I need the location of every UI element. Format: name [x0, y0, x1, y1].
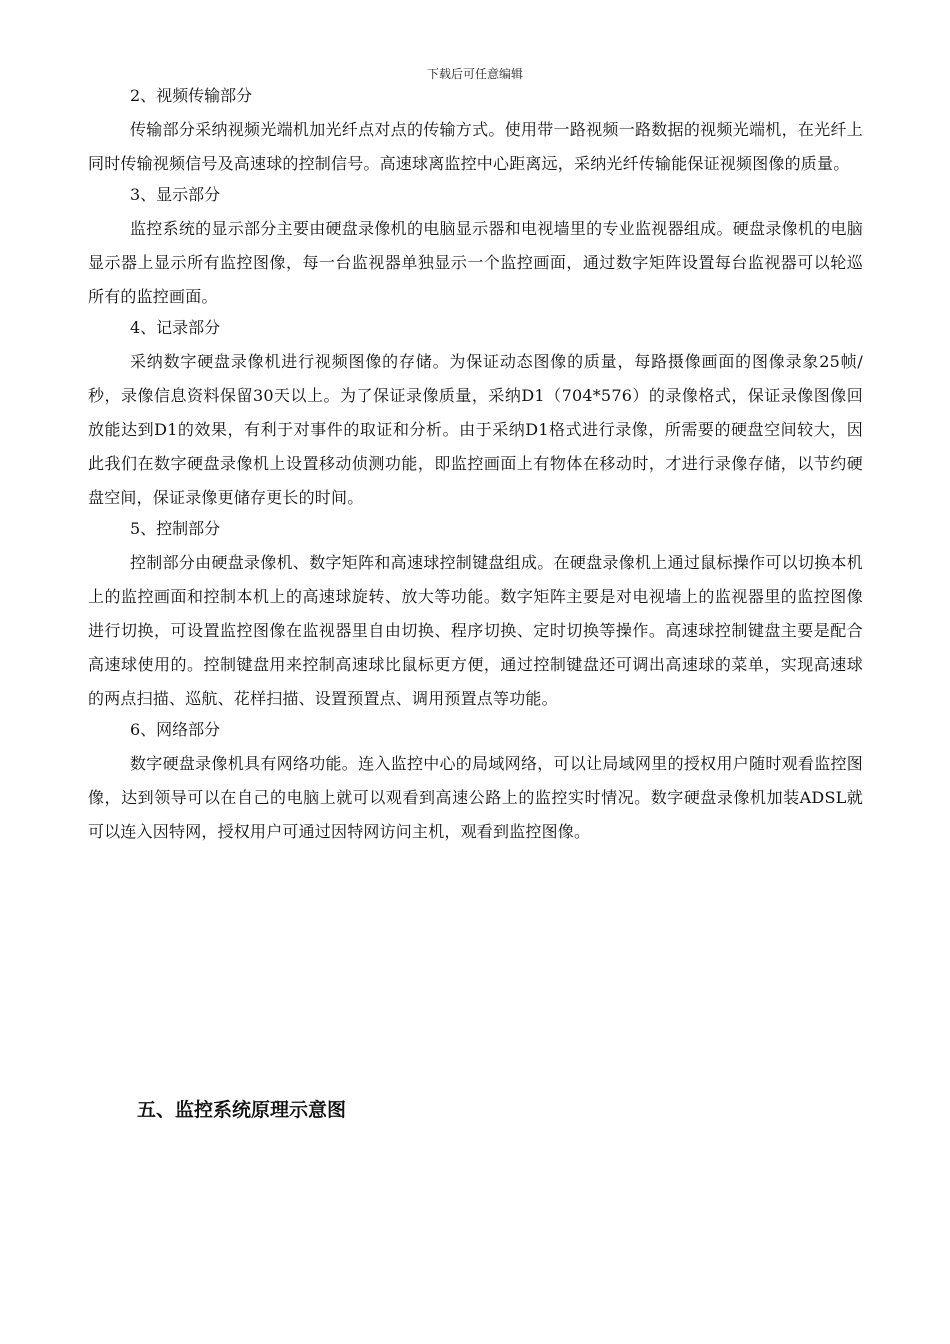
section-paragraph: 数字硬盘录像机具有网络功能。连入监控中心的局域网络，可以让局域网里的授权用户随时观看监控图像，达到领导可以在自己的电脑上就可以观看到高速公路上的监控实时情况。数字硬盘录像机加装ADSL就可以连入因特网，授权用户可通过因特网访问主机，观看到监控图像。 [88, 754, 863, 841]
section-video-transmission [88, 82, 863, 181]
section-paragraph: 监控系统的显示部分主要由硬盘录像机的电脑显示器和电视墙里的专业监视器组成。硬盘录像机的电脑显示器上显示所有监控图像，每一台监视器单独显示一个监控画面，通过数字矩阵设置每台监视器可以轮巡所有的监控画面。 [88, 219, 863, 306]
document-body [88, 82, 863, 849]
section-title: 3、显示部分 [130, 185, 221, 204]
section-paragraph: 传输部分采纳视频光端机加光纤点对点的传输方式。使用带一路视频一路数据的视频光端机，在光纤上同时传输视频信号及高速球的控制信号。高速球离监控中心距离远，采纳光纤传输能保证视频图像的质量。 [88, 120, 863, 173]
section-paragraph: 控制部分由硬盘录像机、数字矩阵和高速球控制键盘组成。在硬盘录像机上通过鼠标操作可以切换本机上的监控画面和控制本机上的高速球旋转、放大等功能。数字矩阵主要是对电视墙上的监视器里的监控图像进行切换，可设置监控图像在监视器里自由切换、程序切换、定时切换等操作。高速球控制键盘主要是配合高速球使用的。控制键盘用来控制高速球比鼠标更方便，通过控制键盘还可调出高速球的菜单，实现高速球的两点扫描、巡航、花样扫描、设置预置点、调用预置点等功能。 [88, 553, 863, 708]
section-network [88, 716, 863, 849]
section-title: 5、控制部分 [130, 519, 221, 538]
chapter-heading: 五、监控系统原理示意图 [137, 1099, 347, 1121]
section-display [88, 181, 863, 314]
section-title: 2、视频传输部分 [130, 86, 253, 105]
section-paragraph: 采纳数字硬盘录像机进行视频图像的存储。为保证动态图像的质量，每路摄像画面的图像录象25帧/秒，录像信息资料保留30天以上。为了保证录像质量，采纳D1（704*576）的录像格式，保证录像图像回放能达到D1的效果，有利于对事件的取证和分析。由于采纳D1格式进行录像，所需要的硬盘空间较大，因此我们在数字硬盘录像机上设置移动侦测功能，即监控画面上有物体在移动时，才进行录像存储，以节约硬盘空间，保证录像更储存更长的时间。 [88, 352, 863, 507]
page-header-note: 下载后可任意编辑 [426, 67, 523, 81]
section-title: 4、记录部分 [130, 318, 221, 337]
section-title: 6、网络部分 [130, 720, 221, 739]
section-control [88, 515, 863, 716]
section-recording [88, 314, 863, 515]
